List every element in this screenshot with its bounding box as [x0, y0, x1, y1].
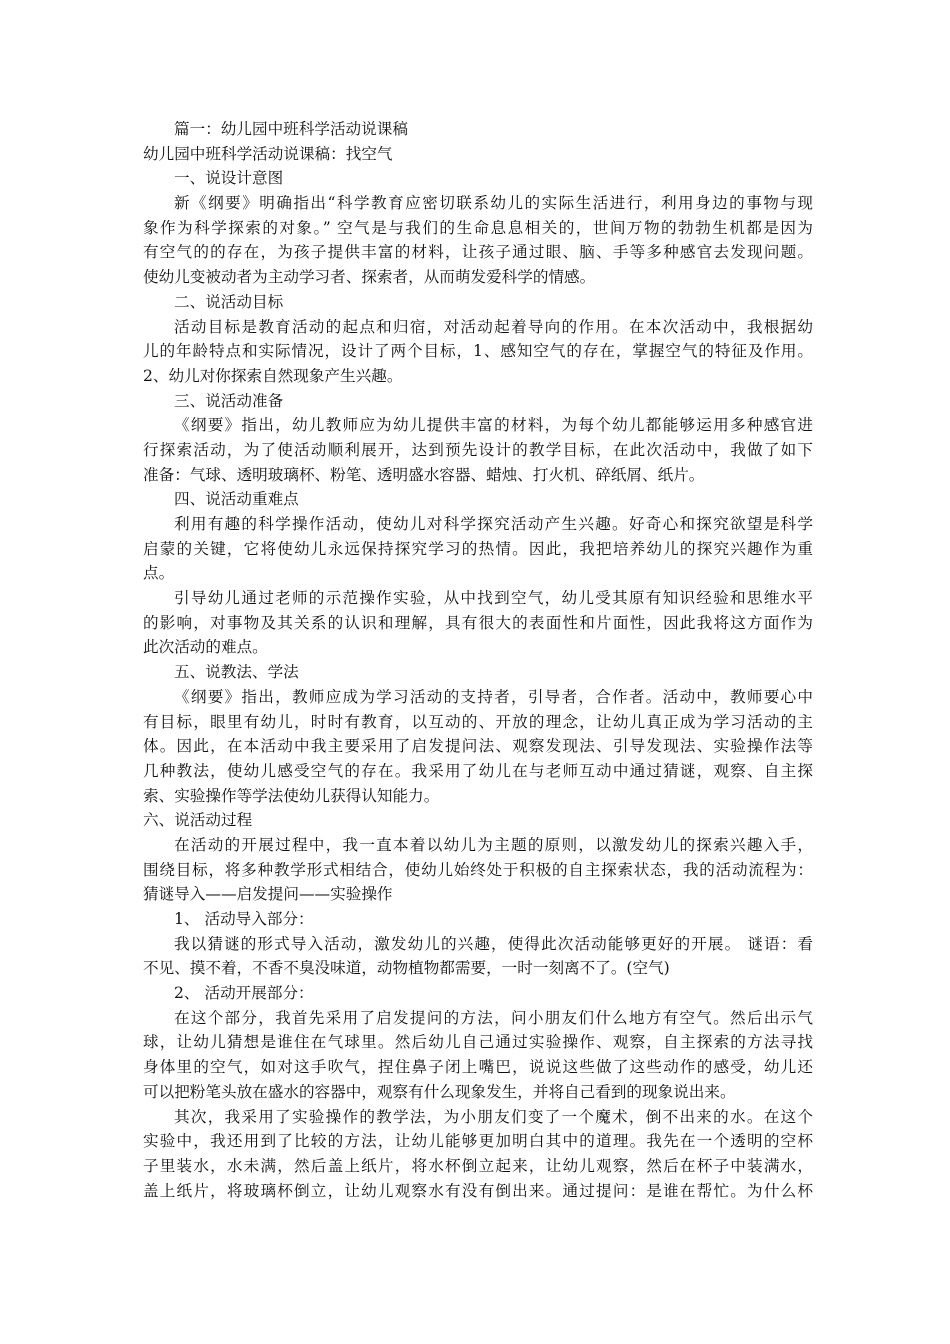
text-line: 利用有趣的科学操作活动，使幼儿对科学探究活动产生兴趣。好奇心和探究欲望是科学 [174, 515, 813, 533]
text-line: 有空气的的存在，为孩子提供丰富的材料，让孩子通过眼、脑、手等多种感官去发现问题。 [143, 243, 813, 262]
text-line: 在活动的开展过程中，我一直本着以幼儿为主题的原则，以激发幼儿的探索兴趣入手， [174, 835, 813, 854]
text-line: 《纲要》指出，幼儿教师应为幼儿提供丰富的材料，为每个幼儿都能够运用多种感官进 [174, 416, 813, 435]
text-line: 围绕目标，将多种教学形式相结合，使幼儿始终处于积极的自主探索状态，我的活动流程为： [143, 860, 813, 879]
text-line: 一、说设计意图 [174, 169, 284, 188]
text-line: 幼儿园中班科学活动说课稿：找空气 [143, 144, 393, 163]
text-line: 行探索活动，为了使活动顺利展开，达到预先设计的教学目标，在此次活动中，我做了如下 [143, 440, 813, 459]
text-line: 三、说活动准备 [174, 391, 284, 410]
text-line: 不见、摸不着，不香不臭没味道，动物植物都需要，一时一刻离不了。(空气) [143, 959, 670, 978]
text-line: 的影响，对事物及其关系的认识和理解，具有很大的表面性和片面性，因此我将这方面作为 [143, 613, 813, 632]
text-line: 子里装水，水未满，然后盖上纸片，将水杯倒立起来，让幼儿观察，然后在杯子中装满水， [143, 1156, 813, 1175]
text-line: 索、实验操作等学法使幼儿获得认知能力。 [143, 786, 440, 805]
text-line: 1、 活动导入部分： [174, 910, 314, 928]
text-line: 我以猜谜的形式导入活动，激发幼儿的兴趣，使得此次活动能够更好的开展。 谜语：看 [174, 934, 813, 953]
text-line: 五、说教法、学法 [174, 663, 299, 682]
text-line: 篇一：幼儿园中班科学活动说课稿 [174, 120, 408, 138]
text-line: 实验中，我还用到了比较的方法，让幼儿能够更加明白其中的道理。我先在一个透明的空杯 [143, 1132, 813, 1151]
text-line: 球，让幼儿猜想是谁住在气球里。然后幼儿自己通过实验操作、观察，自主探索的方法寻找 [143, 1033, 813, 1052]
text-line: 其次，我采用了实验操作的教学法，为小朋友们变了一个魔术，倒不出来的水。在这个 [174, 1107, 813, 1126]
text-line: 新《纲要》明确指出“科学教育应密切联系幼儿的实际生活进行，利用身边的事物与现 [174, 194, 813, 213]
text-line: 启蒙的关键，它将使幼儿永远保持探究学习的热情。因此，我把培养幼儿的探究兴趣作为重 [143, 539, 813, 558]
text-line: 准备：气球、透明玻璃杯、粉笔、透明盛水容器、蜡烛、打火机、碎纸屑、纸片。 [143, 465, 705, 484]
text-line: 几种教法，使幼儿感受空气的存在。我采用了幼儿在与老师互动中通过猜谜，观察、自主探 [143, 761, 813, 780]
text-line: 点。 [143, 564, 175, 583]
document-body [143, 117, 813, 1203]
text-line: 《纲要》指出，教师应成为学习活动的支持者，引导者，合作者。活动中，教师要心中 [174, 687, 813, 706]
text-line: 盖上纸片，将玻璃杯倒立，让幼儿观察水有没有倒出来。通过提问：是谁在帮忙。为什么杯 [143, 1181, 813, 1200]
text-line: 身体里的空气，如对这手吹气，捏住鼻子闭上嘴巴，说说这些做了这些动作的感受，幼儿还 [143, 1058, 813, 1077]
text-line: 引导幼儿通过老师的示范操作实验，从中找到空气，幼儿受其原有知识经验和思维水平 [174, 589, 813, 608]
text-line: 六、说活动过程 [143, 811, 253, 830]
text-line: 此次活动的难点。 [143, 638, 268, 657]
text-line: 二、说活动目标 [174, 292, 284, 311]
text-line: 有目标，眼里有幼儿，时时有教育，以互动的、开放的理念，让幼儿真正成为学习活动的主 [143, 712, 813, 731]
text-line: 活动目标是教育活动的起点和归宿，对活动起着导向的作用。在本次活动中，我根据幼 [174, 317, 813, 336]
text-line: 体。因此，在本活动中我主要采用了启发提问法、观察发现法、引导发现法、实验操作法等 [143, 737, 813, 756]
text-line: 2、 活动开展部分： [174, 984, 314, 1003]
text-line: 2、幼儿对你探索自然现象产生兴趣。 [143, 366, 403, 385]
text-line: 在这个部分，我首先采用了启发提问的方法，问小朋友们什么地方有空气。然后出示气 [174, 1008, 813, 1027]
text-line: 可以把粉笔头放在盛水的容器中，观察有什么现象发生，并将自己看到的现象说出来。 [143, 1082, 736, 1101]
text-line: 四、说活动重难点 [174, 490, 299, 509]
text-line: 象作为科学探索的对象。” 空气是与我们的生命息息相关的，世间万物的勃勃生机都是因为 [143, 218, 813, 237]
text-line: 儿的年龄特点和实际情况，设计了两个目标，1、感知空气的存在，掌握空气的特征及作用。 [143, 342, 813, 361]
text-line: 猜谜导入——启发提问——实验操作 [143, 885, 393, 904]
text-line: 使幼儿变被动者为主动学习者、探索者，从而萌发爱科学的情感。 [143, 268, 596, 287]
